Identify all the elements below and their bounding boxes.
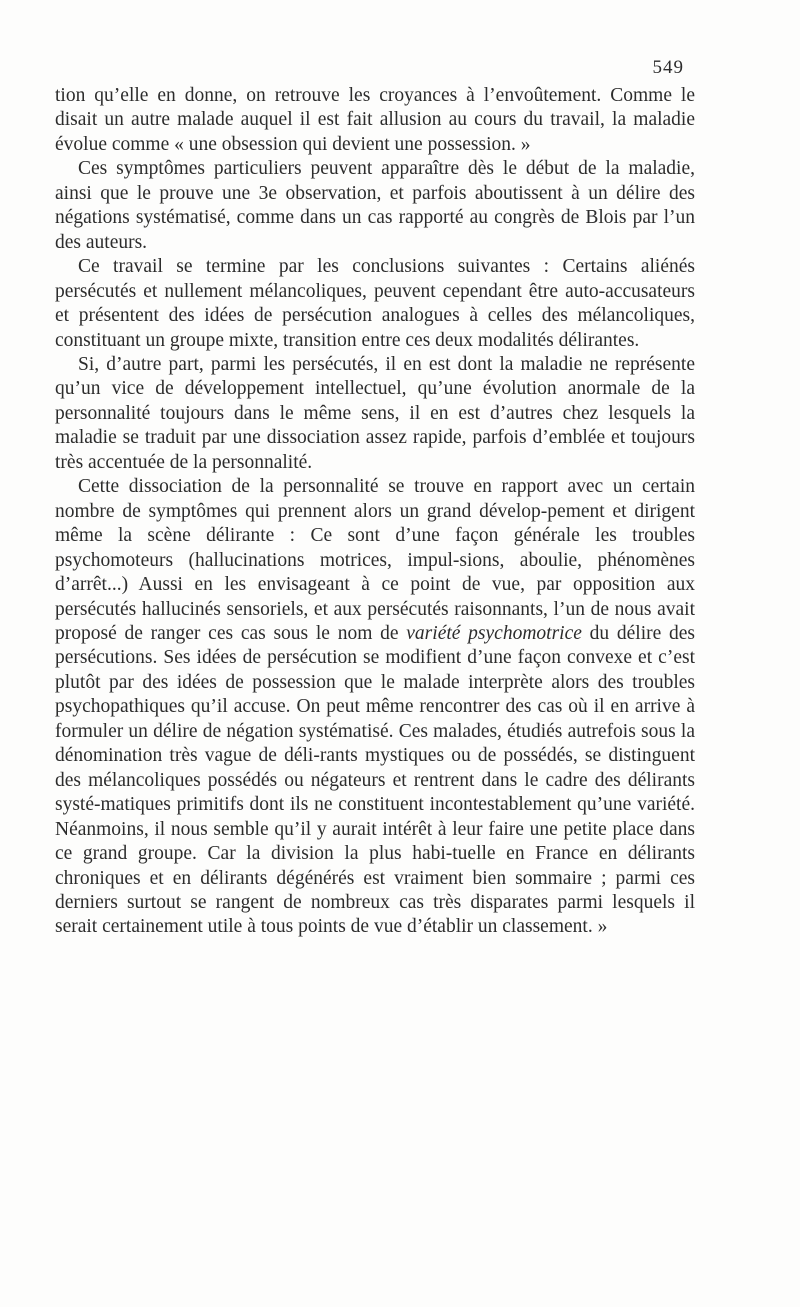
- paragraph-3: Ce travail se termine par les conclusions suivantes : Certains aliénés persécutés et nullement mélancoliques, peuvent cependant être auto-accusateurs et présentent des idées de persécution analogues à celles des mélancoliques, constituant un groupe mixte, transition entre ces deux modalités délirantes.: [55, 256, 695, 351]
- paragraph-1: tion qu’elle en donne, on retrouve les croyances à l’envoûtement. Comme le disait un autre malade auquel il est fait allusion au cours du travail, la maladie évolue comme « une obsession qui devient une possession. »: [55, 85, 695, 155]
- page-number: 549: [652, 57, 684, 78]
- paragraph-5-before: Cette dissociation de la personnalité se trouve en rapport avec un certain nombre de symptômes qui prennent alors un grand dévelop-pement et dirigent même la scène délirante : Ce sont d’une façon générale les troubles psychomoteurs (hallucinations motrices, impul-sions, aboulie, phénomènes d’arrêt...) Aussi en les envisageant à ce point de vue, par opposition aux persécutés hallucinés sensoriels, et aux persécutés raisonnants, l’un de nous avait proposé de ranger ces cas sous le nom de: [55, 476, 695, 644]
- emphasis-variete-psychomotrice: variété psychomotrice: [406, 622, 582, 644]
- paragraph-2: Ces symptômes particuliers peuvent apparaître dès le début de la maladie, ainsi que le prouve une 3e observation, et parfois aboutissent à un délire des négations systématisé, comme dans un cas rapporté au congrès de Blois par l’un des auteurs.: [55, 158, 695, 253]
- paragraph-4: Si, d’autre part, parmi les persécutés, il en est dont la maladie ne représente qu’un vice de développement intellectuel, qu’une évolution anormale de la personnalité toujours dans le même sens, il en est d’autres chez lesquels la maladie se traduit par une dissociation assez rapide, parfois d’emblée et toujours très accentuée de la personnalité.: [55, 353, 695, 473]
- paragraph-5: [55, 475, 695, 940]
- paragraph-5-after: du délire des persécutions. Ses idées de persécution se modifient d’une façon convexe et c’est plutôt par des idées de possession que le malade interprète alors des troubles psychopathiques qu’il accuse. On peut même rencontrer des cas où il en arrive à formuler un délire de négation systématisé. Ces malades, étudiés autrefois sous la dénomination très vague de déli-rants mystiques ou de possédés, se distinguent des mélancoliques possédés ou négateurs et rentrent dans le cadre des délirants systé-matiques primitifs dont ils ne constituent incontestablement qu’une variété. Néanmoins, il nous semble qu’il y aurait intérêt à leur faire une petite place dans ce grand groupe. Car la division la plus habi-tuelle en France en délirants chroniques et en délirants dégénérés est vraiment bien sommaire ; parmi ces derniers surtout se rangent de nombreux cas très disparates parmi lesquels il serait certainement utile à tous points de vue d’établir un classement. »: [55, 622, 696, 938]
- body-text: [55, 84, 695, 940]
